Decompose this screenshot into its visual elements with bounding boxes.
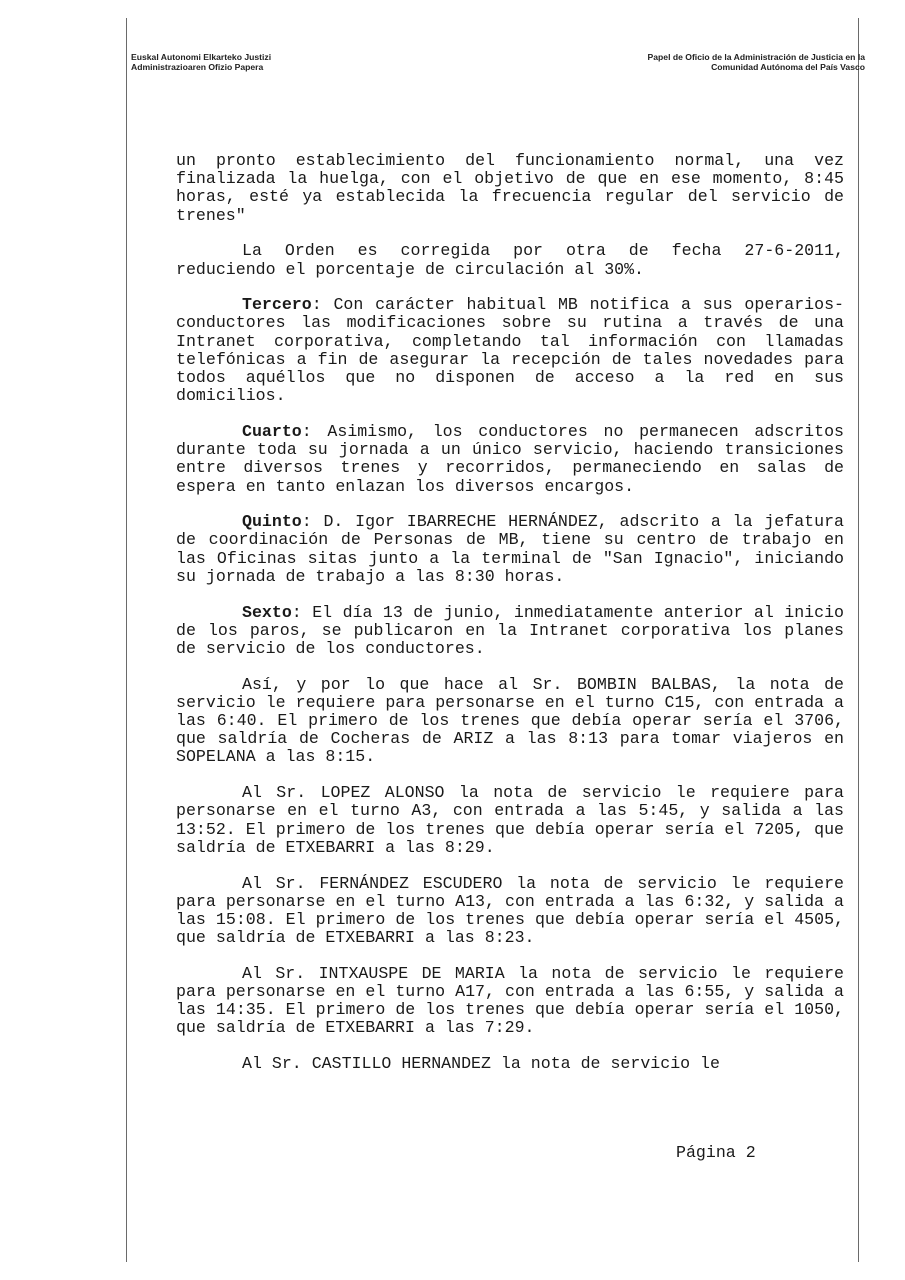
paragraph-castillo: Al Sr. CASTILLO HERNANDEZ la nota de servicio le (242, 1054, 720, 1074)
paragraph-bombin: Así, y por lo que hace al Sr. BOMBIN BALBAS, la nota de servicio le requiere para personarse en el turno C15, con entrada a las 6:40. El primero de los trenes que debía operar sería el 3706, que saldría de Cocheras de ARIZ a las 8:13 para tomar viajeros en SOPELANA a las 8:15. (176, 674, 844, 767)
label-sexto: Sexto (242, 602, 292, 622)
text-quinto: : D. Igor IBARRECHE HERNÁNDEZ, adscrito a la jefatura de coordinación de Personas de MB, tiene su centro de trabajo en las Oficinas sitas junto a la terminal de "San Ignacio", iniciando su jornada de trabajo a las 8:30 horas. (176, 512, 844, 586)
label-tercero: Tercero (242, 295, 312, 315)
paragraph-sexto (176, 604, 844, 659)
header-left-line2: Administrazioaren Ofizio Papera (131, 62, 264, 72)
page-number: Página 2 (676, 1143, 756, 1162)
paragraph-cuarto (176, 423, 844, 496)
header-right (648, 52, 865, 72)
right-margin-line (858, 18, 859, 1262)
label-cuarto: Cuarto (242, 421, 302, 441)
left-margin-line (126, 18, 127, 1262)
paragraph-2: La Orden es corregida por otra de fecha 27-6-2011, reduciendo el porcentaje de circulación al 30%. (176, 241, 844, 279)
header-left-line1: Euskal Autonomi Elkarteko Justizi (131, 52, 272, 62)
header-left (131, 52, 271, 72)
document-body (176, 152, 844, 1091)
text-cuarto: : Asimismo, los conductores no permanecen adscritos durante toda su jornada a un único servicio, haciendo transiciones entre diversos trenes y recorridos, permaneciendo en salas de espera en tanto enlazan los diversos encargos. (176, 421, 844, 496)
paragraph-lopez: Al Sr. LOPEZ ALONSO la nota de servicio le requiere para personarse en el turno A3, con entrada a las 5:45, y salida a las 13:52. El primero de los trenes que debía operar sería el 7205, que saldría de ETXEBARRI a las 8:29. (176, 783, 844, 857)
header-right-line1: Papel de Oficio de la Administración de Justicia en la (647, 52, 865, 62)
label-quinto: Quinto (242, 512, 302, 532)
header-right-line2: Comunidad Autónoma del País Vasco (711, 62, 865, 72)
paragraph-quinto (176, 513, 844, 586)
paragraph-tercero (176, 296, 844, 405)
text-sexto: : El día 13 de junio, inmediatamente anterior al inicio de los paros, se publicaron en la Intranet corporativa los planes de servicio de los conductores. (176, 602, 844, 658)
paragraph-intxauspe: Al Sr. INTXAUSPE DE MARIA la nota de servicio le requiere para personarse en el turno A17, con entrada a las 6:55, y salida a las 14:35. El primero de los trenes que debía operar sería el 1050, que saldría de ETXEBARRI a las 7:29. (176, 963, 844, 1038)
paragraph-1: un pronto establecimiento del funcionamiento normal, una vez finalizada la huelga, con el objetivo de que en ese momento, 8:45 horas, esté ya establecida la frecuencia regular del servicio de trenes" (176, 151, 844, 225)
text-tercero: : Con carácter habitual MB notifica a sus operarios-conductores las modificaciones sobre su rutina a través de una Intranet corporativa, completando tal información con llamadas telefónicas a fin de asegurar la recepción de tales novedades para todos aquéllos que no disponen de acceso a la red en sus domicilios. (176, 295, 844, 406)
paragraph-fernandez: Al Sr. FERNÁNDEZ ESCUDERO la nota de servicio le requiere para personarse en el turno A13, con entrada a las 6:32, y salida a las 15:08. El primero de los trenes que debía operar sería el 4505, que saldría de ETXEBARRI a las 8:23. (176, 873, 844, 948)
